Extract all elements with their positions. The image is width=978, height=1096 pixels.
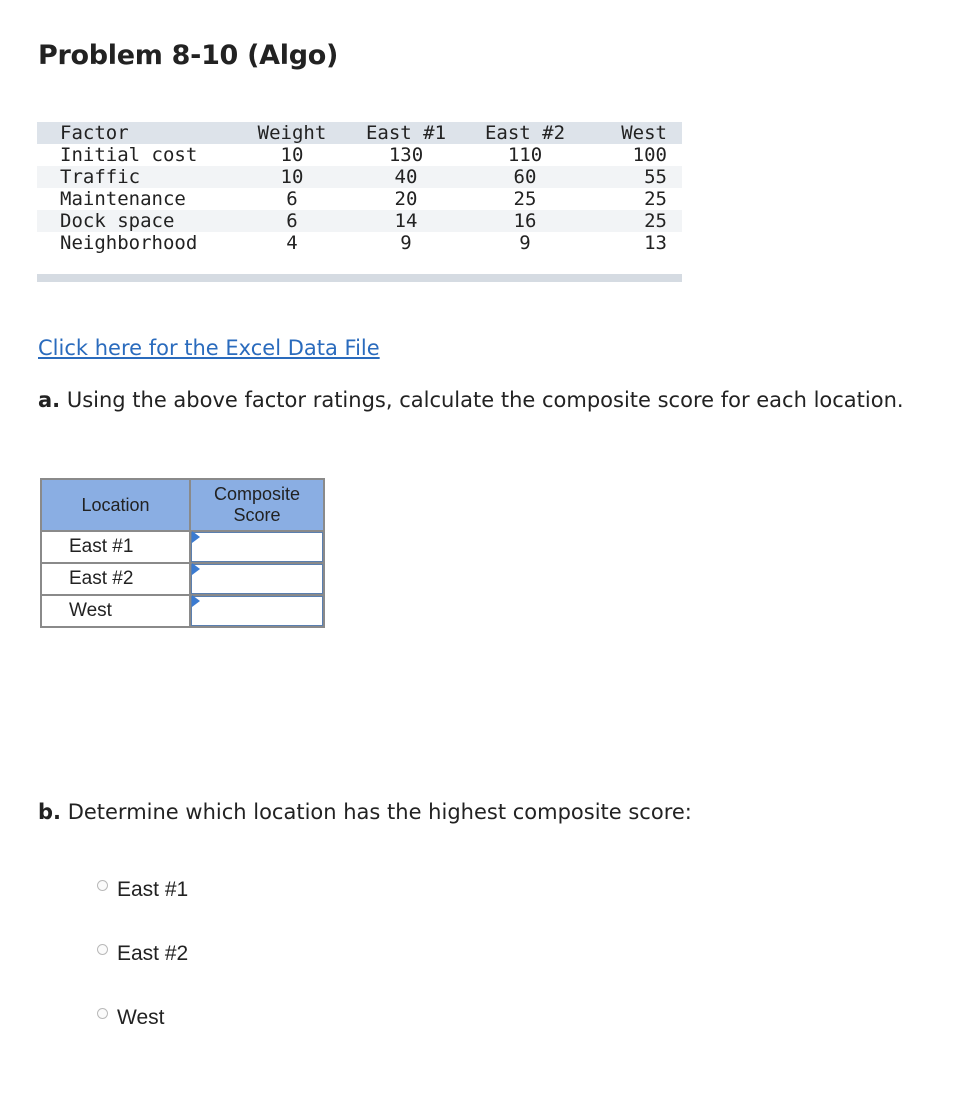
- table-bottom-bar: [37, 274, 682, 282]
- west-score-input[interactable]: [191, 596, 323, 626]
- factor-east1: 9: [400, 232, 412, 254]
- factor-name: Maintenance: [60, 188, 186, 210]
- header-score-line1: Composite: [213, 484, 301, 504]
- factor-west: 13: [644, 232, 667, 254]
- factor-east2: 25: [513, 188, 537, 210]
- part-b-question: [38, 800, 692, 824]
- factor-east1: 20: [394, 188, 418, 210]
- option-label: West: [117, 1006, 165, 1029]
- header-factor: Factor: [60, 122, 129, 144]
- header-location: Location: [41, 479, 190, 531]
- option-label: East #2: [117, 942, 189, 965]
- header-east2: East #2: [484, 122, 566, 144]
- radio-button[interactable]: [97, 944, 108, 955]
- header-weight: Weight: [257, 122, 327, 144]
- composite-score-table: [40, 478, 325, 628]
- header-score-line2: Score: [233, 505, 281, 525]
- factor-weight: 4: [286, 232, 298, 254]
- east2-score-input[interactable]: [191, 564, 323, 594]
- option-east2[interactable]: [97, 942, 188, 966]
- factor-east2: 60: [513, 166, 537, 188]
- radio-button[interactable]: [97, 880, 108, 891]
- excel-data-file-link[interactable]: Click here for the Excel Data File: [38, 336, 380, 360]
- option-label: East #1: [117, 878, 189, 901]
- factor-east1: 14: [394, 210, 418, 232]
- header-west: West: [621, 122, 667, 144]
- factor-weight: 10: [280, 144, 304, 166]
- part-b-text: Determine which location has the highest composite score:: [61, 800, 692, 824]
- factor-name: Dock space: [60, 210, 175, 232]
- table-row: [37, 166, 682, 188]
- part-a-question: [38, 388, 904, 412]
- factor-west: 55: [644, 166, 667, 188]
- table-row: [37, 188, 682, 210]
- score-cell: [190, 531, 324, 563]
- factor-weight: 10: [280, 166, 304, 188]
- input-marker-icon: [192, 531, 200, 543]
- part-a-text: Using the above factor ratings, calculate the composite score for each location.: [60, 388, 904, 412]
- factor-ratings-table: [37, 122, 682, 282]
- table-row: [37, 144, 682, 166]
- score-cell: [190, 563, 324, 595]
- option-west[interactable]: [97, 1006, 164, 1030]
- score-cell: [190, 595, 324, 627]
- table-row: [37, 232, 682, 254]
- location-name: East #2: [41, 563, 190, 595]
- factor-east1: 130: [388, 144, 424, 166]
- page-title: Problem 8-10 (Algo): [38, 40, 339, 71]
- location-name: West: [41, 595, 190, 627]
- table-row: [41, 563, 324, 595]
- factor-name: Neighborhood: [60, 232, 198, 254]
- header-composite-score: [190, 479, 324, 531]
- input-marker-icon: [192, 595, 200, 607]
- east1-score-input[interactable]: [191, 532, 323, 562]
- factor-weight: 6: [286, 188, 298, 210]
- factor-east1: 40: [394, 166, 418, 188]
- table-row: [41, 595, 324, 627]
- table-row: [37, 210, 682, 232]
- factor-west: 100: [632, 144, 667, 166]
- factor-east2: 110: [507, 144, 543, 166]
- radio-button[interactable]: [97, 1008, 108, 1019]
- factor-east2: 9: [519, 232, 531, 254]
- input-marker-icon: [192, 563, 200, 575]
- location-name: East #1: [41, 531, 190, 563]
- factor-table-header: [37, 122, 682, 144]
- factor-name: Traffic: [60, 166, 141, 188]
- factor-east2: 16: [513, 210, 537, 232]
- table-row: [41, 531, 324, 563]
- factor-weight: 6: [286, 210, 298, 232]
- option-east1[interactable]: [97, 878, 188, 902]
- part-a-label: a.: [38, 388, 61, 412]
- factor-west: 25: [644, 210, 667, 232]
- factor-name: Initial cost: [60, 144, 198, 166]
- part-b-label: b.: [38, 800, 62, 824]
- factor-west: 25: [644, 188, 667, 210]
- header-east1: East #1: [365, 122, 447, 144]
